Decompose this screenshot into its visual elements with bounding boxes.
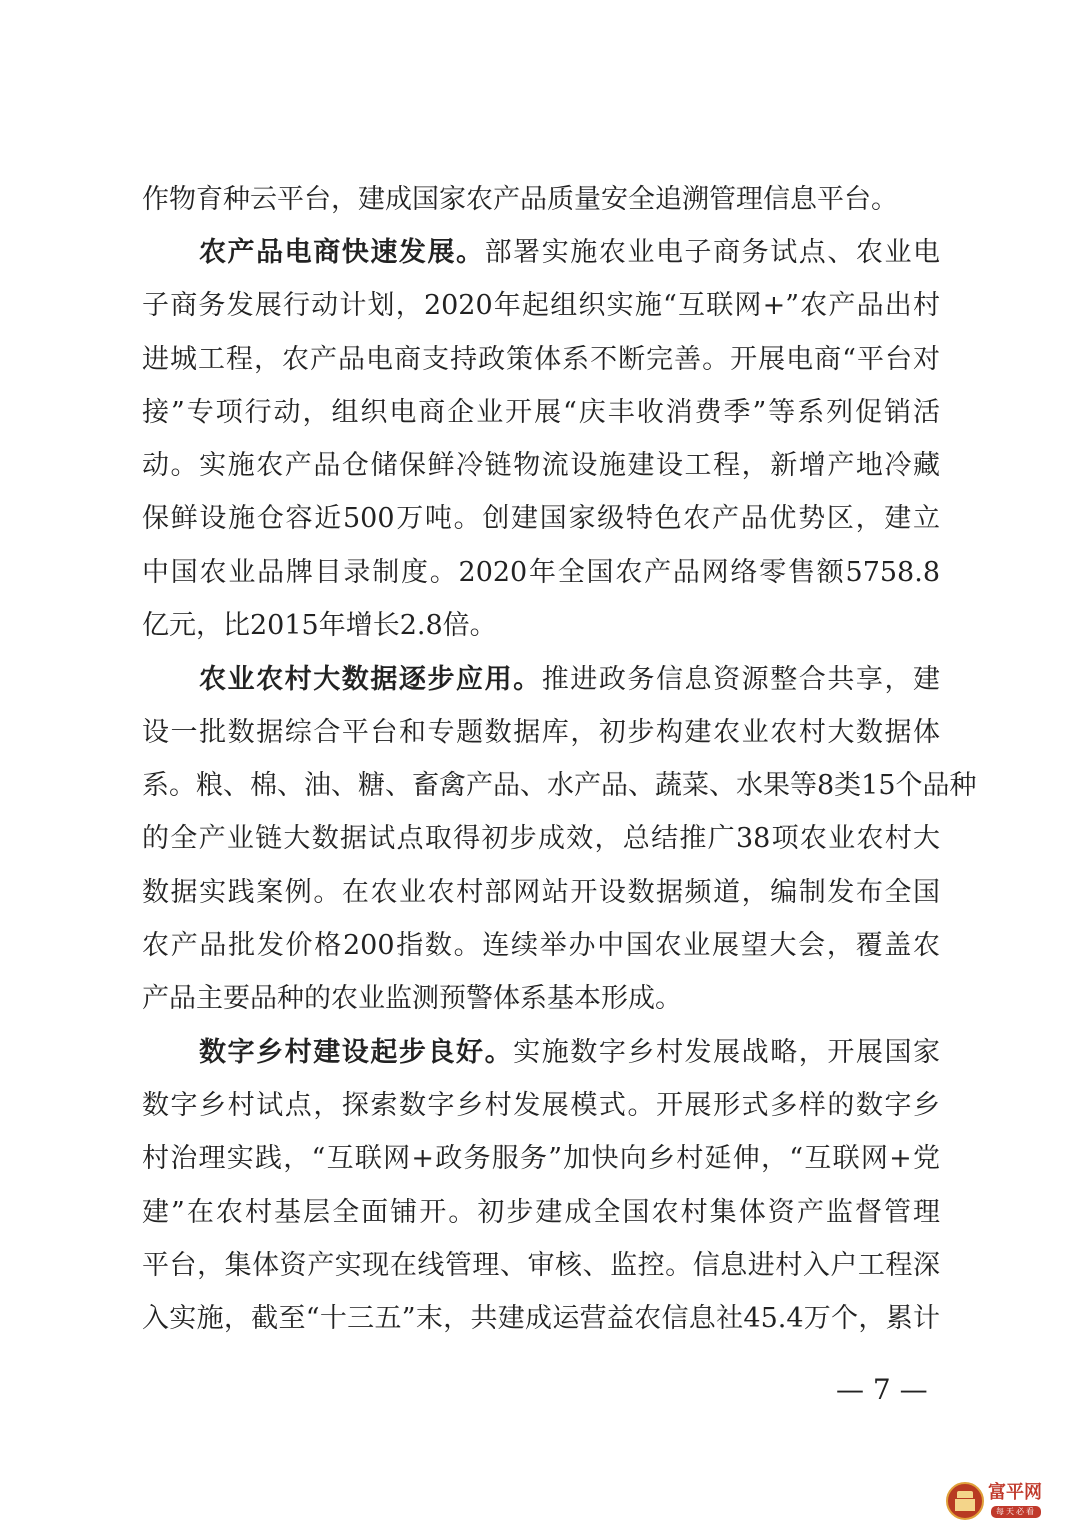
text-line: 接”专项行动，组织电商企业开展“庆丰收消费季”等系列促销活 xyxy=(142,397,940,428)
text-line: 建”在农村基层全面铺开。初步建成全国农村集体资产监督管理 xyxy=(142,1197,940,1228)
text-line: 保鲜设施仓容近500万吨。创建国家级特色农产品优势区，建立 xyxy=(142,503,940,534)
text-line: 作物育种云平台，建成国家农产品质量安全追溯管理信息平台。 xyxy=(142,184,898,215)
section-heading-big-data: 农业农村大数据逐步应用。 xyxy=(199,664,542,695)
section-heading-ecommerce: 农产品电商快速发展。 xyxy=(199,237,485,268)
text-line: 动。实施农产品仓储保鲜冷链物流设施建设工程，新增产地冷藏 xyxy=(142,450,940,481)
pavilion-icon xyxy=(946,1482,984,1520)
section-heading-digital-village: 数字乡村建设起步良好。 xyxy=(199,1037,514,1068)
paragraph-digital-village: 数字乡村建设起步良好。实施数字乡村发展战略，开展国家 xyxy=(199,1037,941,1068)
text-line: 农产品批发价格200指数。连续举办中国农业展望大会，覆盖农 xyxy=(142,930,940,961)
text-line: 亿元，比2015年增长2.8倍。 xyxy=(142,610,497,641)
text-line: 产品主要品种的农业监测预警体系基本形成。 xyxy=(142,983,682,1014)
text-line: 平台，集体资产实现在线管理、审核、监控。信息进村入户工程深 xyxy=(142,1250,940,1281)
text-line: 数字乡村试点，探索数字乡村发展模式。开展形式多样的数字乡 xyxy=(142,1090,940,1121)
text-line: 村治理实践，“互联网+政务服务”加快向乡村延伸，“互联网+党 xyxy=(142,1143,940,1174)
paragraph-ecommerce: 农产品电商快速发展。部署实施农业电子商务试点、农业电 xyxy=(199,237,941,268)
watermark-subtitle: 每天必看 xyxy=(991,1506,1041,1518)
watermark-logo xyxy=(946,1482,1070,1522)
text-line: 进城工程，农产品电商支持政策体系不断完善。开展电商“平台对 xyxy=(142,344,940,375)
text-line: 系。粮、棉、油、糖、畜禽产品、水产品、蔬菜、水果等8类15个品种 xyxy=(142,770,977,801)
watermark-title: 富平网 xyxy=(988,1482,1042,1503)
text-line: 的全产业链大数据试点取得初步成效，总结推广38项农业农村大 xyxy=(142,823,940,854)
text-line: 入实施，截至“十三五”末，共建成运营益农信息社45.4万个，累计 xyxy=(142,1303,940,1334)
page-number: — 7 — xyxy=(836,1373,928,1406)
text-line: 子商务发展行动计划，2020年起组织实施“互联网+”农产品出村 xyxy=(142,290,940,321)
paragraph-big-data: 农业农村大数据逐步应用。推进政务信息资源整合共享，建 xyxy=(199,664,941,695)
text-line: 设一批数据综合平台和专题数据库，初步构建农业农村大数据体 xyxy=(142,717,940,748)
text-line: 数据实践案例。在农业农村部网站开设数据频道，编制发布全国 xyxy=(142,877,940,908)
text-line: 中国农业品牌目录制度。2020年全国农产品网络零售额5758.8 xyxy=(142,557,940,588)
